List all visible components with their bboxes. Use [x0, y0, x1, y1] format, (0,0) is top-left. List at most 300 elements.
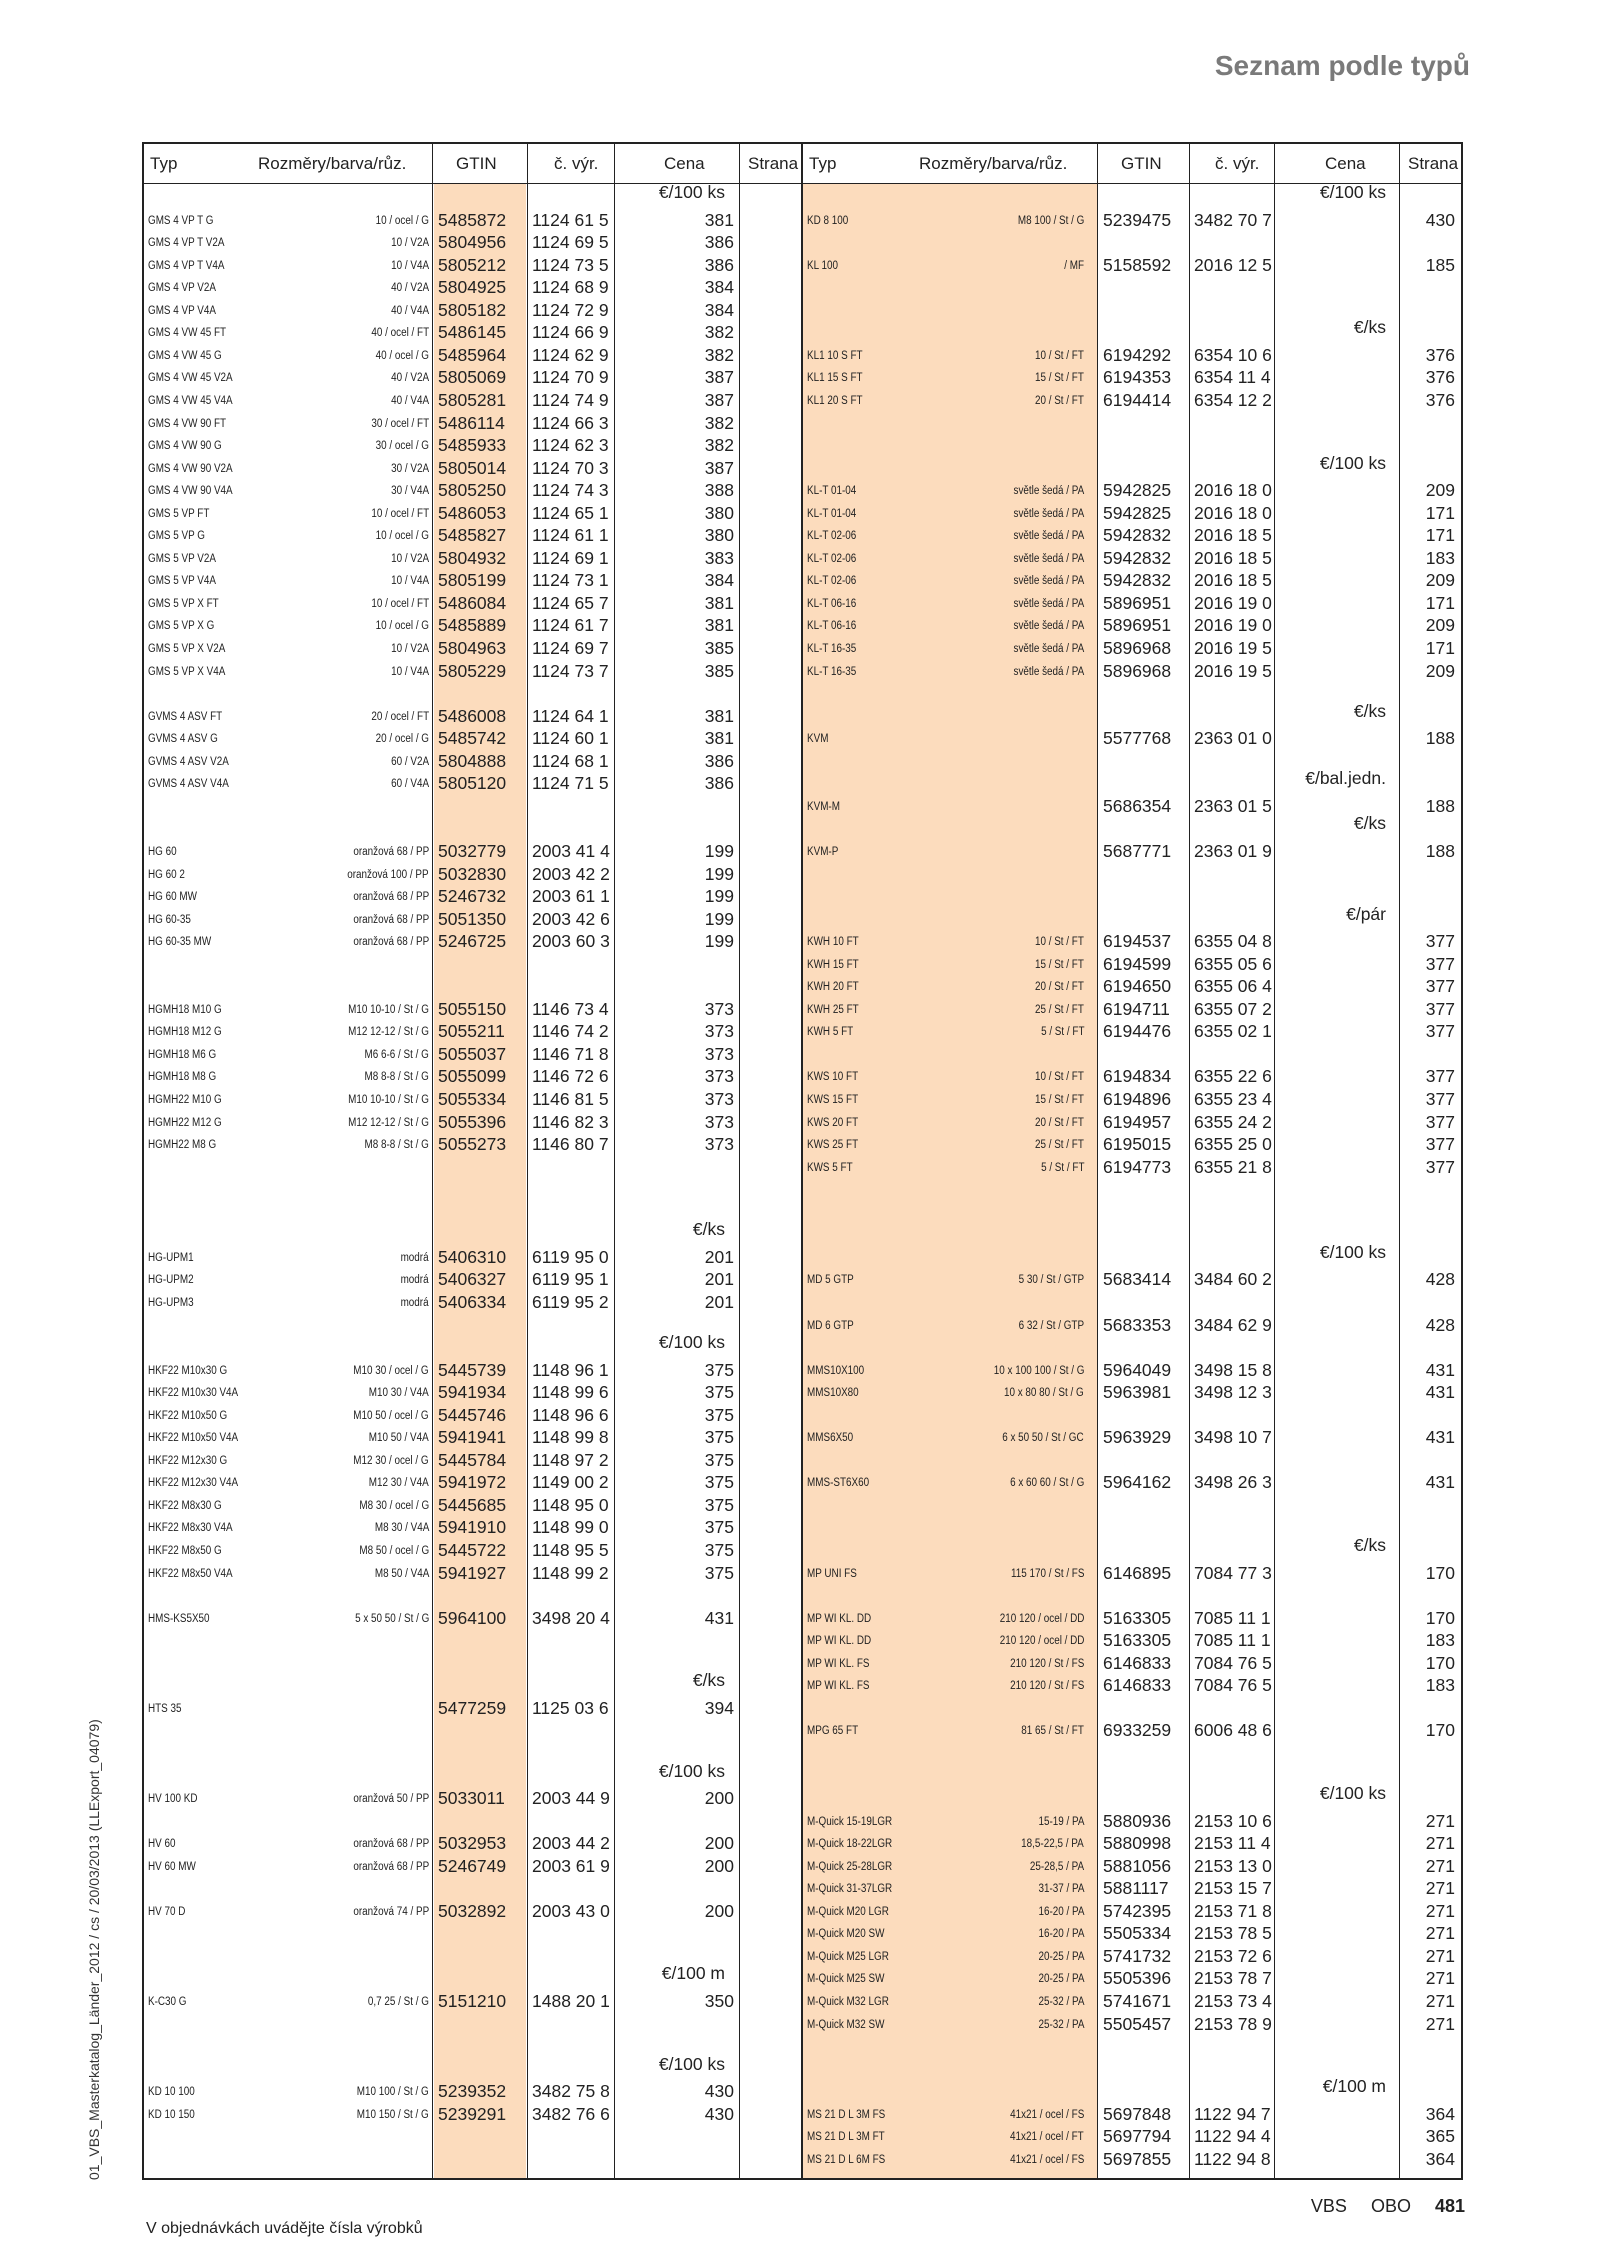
cell-gtin: 5055396	[438, 1111, 507, 1132]
cell-type: GMS 5 VP X V2A	[148, 643, 226, 655]
cell-gtin: 5896951	[1103, 592, 1172, 613]
cell-article-number: 1146 80 7	[532, 1134, 609, 1155]
cell-dimensions: M10 30 / ocel / G	[353, 1364, 429, 1377]
cell-dimensions: 210 120 / St / FS	[1009, 1657, 1084, 1670]
cell-page: 381	[704, 592, 734, 613]
cell-price-unit: €/100 m	[1322, 2076, 1386, 2097]
cell-gtin: 5683414	[1103, 1269, 1172, 1290]
cell-gtin: 5445746	[438, 1404, 507, 1425]
cell-type: MMS10X100	[807, 1364, 865, 1377]
table-row	[803, 569, 1461, 591]
cell-dimensions: 41x21 / ocel / FT	[1010, 2131, 1084, 2144]
cell-type: HG 60	[148, 845, 177, 858]
cell-dimensions: M10 50 / V4A	[369, 1432, 429, 1445]
cell-article-number: 1124 74 9	[532, 389, 609, 410]
table-row	[803, 1855, 1461, 1877]
cell-dimensions: světle šedá / PA	[1013, 552, 1084, 565]
cell-price-unit: €/100 ks	[1319, 1783, 1386, 1804]
cell-type: GMS 4 VW 90 V4A	[148, 485, 233, 498]
cell-article-number: 2003 61 9	[532, 1855, 610, 1876]
cell-dimensions: 20 / St / FT	[1035, 1116, 1084, 1129]
cell-page: 375	[704, 1540, 734, 1560]
cell-gtin: 5805182	[438, 299, 507, 320]
page-title: Seznam podle typů	[1214, 50, 1470, 81]
right-table	[802, 142, 1463, 2180]
table-row	[803, 1783, 1461, 1809]
cell-page: 271	[1425, 1833, 1455, 1854]
cell-gtin: 5151210	[438, 1991, 507, 2011]
cell-page: 431	[1425, 1472, 1455, 1493]
brand-obo: OBO	[1370, 2196, 1411, 2216]
cell-article-number: 1122 94 7	[1194, 2103, 1271, 2124]
header-strana: Strana	[748, 154, 799, 173]
cell-dimensions: 25-28,5 / PA	[1029, 1860, 1084, 1873]
cell-type: HV 60 MW	[148, 1860, 196, 1873]
cell-dimensions: oranžová 74 / PP	[353, 1905, 429, 1918]
cell-gtin: 5941910	[438, 1517, 507, 1538]
cell-type: KWS 5 FT	[807, 1161, 853, 1174]
cell-article-number: 2016 19 0	[1194, 615, 1272, 636]
cell-article-number: 1124 60 1	[532, 728, 609, 749]
cell-price-unit: €/100 ks	[1319, 1241, 1386, 1262]
table-row	[144, 660, 801, 682]
cell-type: M-Quick M25 SW	[807, 1973, 885, 1986]
cell-dimensions: 40 / ocel / FT	[371, 327, 429, 340]
cell-page: 271	[1425, 2013, 1455, 2034]
cell-price-unit: €/100 ks	[658, 2053, 725, 2074]
cell-gtin: 6194476	[1103, 1021, 1172, 1042]
table-row	[803, 479, 1461, 501]
cell-article-number: 6355 02 1	[1194, 1021, 1272, 1042]
cell-type: HMS-KS5X50	[148, 1612, 210, 1625]
cell-gtin: 5246749	[438, 1855, 507, 1876]
cell-page: 271	[1425, 1855, 1455, 1876]
cell-gtin: 5445739	[438, 1359, 507, 1380]
cell-type: HTS 35	[148, 1702, 182, 1715]
cell-gtin: 5163305	[1103, 1607, 1172, 1628]
cell-article-number: 1148 95 0	[532, 1494, 609, 1515]
cell-dimensions: 10 / ocel / FT	[371, 507, 429, 520]
cell-article-number: 3482 76 6	[532, 2103, 610, 2124]
cell-type: HKF22 M8x50 V4A	[148, 1567, 233, 1580]
table-row	[144, 524, 801, 546]
cell-dimensions: M6 6-6 / St / G	[364, 1048, 429, 1061]
cell-type: HG-UPM1	[148, 1251, 194, 1264]
cell-page: 377	[1425, 931, 1455, 952]
cell-page: 375	[704, 1517, 734, 1538]
cell-dimensions: M8 8-8 / St / G	[364, 1139, 429, 1152]
cell-gtin: 5051350	[438, 908, 507, 929]
cell-type: HKF22 M10x50 V4A	[148, 1432, 239, 1445]
cell-type: KD 8 100	[807, 214, 849, 227]
cell-type: KL1 15 S FT	[807, 372, 863, 385]
cell-dimensions: M10 10-10 / St / G	[348, 1003, 429, 1016]
cell-gtin: 5486053	[438, 502, 507, 523]
table-row	[803, 1133, 1461, 1155]
cell-article-number: 6006 48 6	[1194, 1720, 1272, 1741]
table-row	[803, 547, 1461, 569]
cell-page: 271	[1425, 1900, 1455, 1921]
header-dim: Rozměry/barva/růz.	[919, 154, 1068, 173]
cell-type: HGMH18 M6 G	[148, 1048, 217, 1061]
cell-article-number: 1148 96 1	[532, 1359, 609, 1380]
cell-type: HV 100 KD	[148, 1793, 198, 1806]
table-row	[803, 614, 1461, 636]
table-row	[803, 344, 1461, 366]
cell-article-number: 1146 74 2	[532, 1021, 609, 1042]
cell-gtin: 5741671	[1103, 1991, 1172, 2011]
cell-dimensions: 10 / St / FT	[1035, 1071, 1084, 1084]
cell-article-number: 1124 74 3	[532, 480, 609, 501]
cell-dimensions: 6 x 60 60 / St / G	[1009, 1477, 1084, 1490]
cell-type: GMS 5 VP G	[148, 530, 205, 543]
cell-gtin: 5055150	[438, 998, 507, 1019]
cell-dimensions: 10 / ocel / G	[375, 620, 429, 633]
cell-page: 380	[704, 525, 734, 546]
cell-page: 271	[1425, 1810, 1455, 1831]
cell-article-number: 1124 69 5	[532, 232, 609, 253]
cell-type: GVMS 4 ASV V2A	[148, 755, 229, 768]
cell-article-number: 1124 70 3	[532, 457, 609, 478]
cell-type: MP WI KL. DD	[807, 1612, 872, 1625]
left-table	[142, 142, 802, 2180]
cell-type: HG 60 2	[148, 868, 185, 881]
cell-page: 373	[704, 998, 734, 1019]
table-row	[144, 840, 801, 862]
cell-article-number: 2003 60 3	[532, 931, 610, 952]
table-row	[803, 1629, 1461, 1651]
cell-dimensions: 30 / ocel / G	[375, 440, 429, 453]
cell-gtin: 5486114	[438, 412, 505, 433]
table-row	[144, 1516, 801, 1538]
cell-page: 386	[704, 232, 734, 253]
cell-dimensions: 10 / V2A	[391, 552, 429, 565]
footer-brand	[1311, 2196, 1465, 2217]
cell-article-number: 2016 12 5	[1194, 254, 1272, 275]
table-row	[144, 1990, 801, 2012]
cell-type: GMS 4 VP V4A	[148, 304, 216, 317]
cell-page: 199	[704, 863, 734, 884]
table-row	[144, 750, 801, 772]
cell-type: MS 21 D L 6M FS	[807, 2153, 886, 2166]
cell-article-number: 1124 70 9	[532, 367, 609, 388]
cell-dimensions: světle šedá / PA	[1013, 597, 1084, 610]
cell-article-number: 2003 42 6	[532, 908, 610, 929]
table-row	[803, 768, 1461, 794]
cell-type: M-Quick M20 SW	[807, 1928, 885, 1941]
cell-dimensions: 10 / ocel / G	[375, 530, 429, 543]
table-row	[144, 254, 801, 276]
cell-page: 375	[704, 1494, 734, 1515]
cell-article-number: 1124 73 7	[532, 660, 609, 681]
cell-type: GMS 5 VP V2A	[148, 552, 216, 565]
cell-dimensions: 25 / St / FT	[1035, 1139, 1084, 1152]
cell-dimensions: 20 / St / FT	[1035, 394, 1084, 407]
footer-note: V objednávkách uvádějte čísla výrobků	[146, 2220, 423, 2237]
cell-page: 188	[1425, 728, 1455, 749]
cell-article-number: 1124 64 1	[532, 705, 609, 726]
cell-page: 377	[1425, 1111, 1455, 1132]
cell-dimensions: M10 10-10 / St / G	[348, 1094, 429, 1106]
cell-gtin: 5055273	[438, 1134, 507, 1155]
cell-gtin: 5804925	[438, 277, 507, 298]
cell-gtin: 5577768	[1103, 728, 1172, 749]
cell-gtin: 5881117	[1103, 1878, 1169, 1899]
table-row	[803, 727, 1461, 749]
cell-page: 377	[1425, 1066, 1455, 1087]
cell-type: KVM-P	[807, 845, 839, 858]
cell-page: 373	[704, 1089, 734, 1109]
cell-page: 431	[1425, 1427, 1455, 1448]
cell-dimensions: světle šedá / PA	[1013, 485, 1084, 498]
cell-type: KL-T 06-16	[807, 620, 857, 633]
cell-page: 171	[1425, 638, 1455, 658]
table-row	[803, 840, 1461, 862]
cell-type: HKF22 M12x30 G	[148, 1454, 228, 1467]
cell-price-unit: €/100 ks	[658, 182, 725, 202]
cell-article-number: 2153 11 4	[1194, 1833, 1271, 1854]
cell-page: 385	[704, 638, 734, 658]
cell-type: MPG 65 FT	[807, 1725, 859, 1738]
cell-type: GMS 4 VW 90 FT	[148, 417, 227, 430]
table-row	[803, 1810, 1461, 1832]
table-row	[144, 908, 801, 930]
cell-type: KWH 5 FT	[807, 1026, 854, 1039]
table-row	[803, 1652, 1461, 1674]
cell-gtin: 5485872	[438, 209, 507, 230]
cell-gtin: 5406327	[438, 1269, 507, 1290]
cell-type: HG 60 MW	[148, 891, 197, 904]
cell-gtin: 5158592	[1103, 254, 1172, 275]
table-row	[144, 592, 801, 614]
cell-dimensions: 20 / St / FT	[1035, 981, 1084, 994]
table-row	[144, 1539, 801, 1561]
table-row	[144, 1607, 801, 1629]
cell-page: 430	[704, 2081, 734, 2102]
table-row	[144, 321, 801, 343]
cell-article-number: 1122 94 4	[1194, 2126, 1271, 2147]
cell-article-number: 2153 15 7	[1194, 1878, 1272, 1899]
cell-article-number: 1124 65 7	[532, 592, 609, 613]
table-row	[803, 1314, 1461, 1336]
cell-page: 201	[704, 1246, 734, 1267]
cell-type: M-Quick 25-28LGR	[807, 1860, 893, 1873]
cell-article-number: 6355 22 6	[1194, 1066, 1272, 1087]
cell-dimensions: 10 / ocel / FT	[371, 597, 429, 610]
cell-article-number: 3484 60 2	[1194, 1269, 1272, 1290]
cell-type: KL-T 16-35	[807, 643, 857, 655]
cell-page: 431	[704, 1607, 734, 1628]
cell-dimensions: 210 120 / St / FS	[1009, 1680, 1084, 1693]
cell-article-number: 1124 68 1	[532, 750, 609, 771]
table-row	[144, 1670, 801, 1696]
table-row	[144, 1562, 801, 1584]
cell-page: 171	[1425, 592, 1455, 613]
cell-page: 201	[704, 1269, 734, 1290]
cell-gtin: 5445722	[438, 1540, 507, 1560]
cell-dimensions: 115 170 / St / FS	[1010, 1567, 1084, 1580]
cell-page: 201	[704, 1291, 734, 1312]
cell-page: 209	[1425, 570, 1455, 591]
cell-dimensions: 25-32 / PA	[1037, 2018, 1084, 2031]
cell-type: GVMS 4 ASV V4A	[148, 778, 229, 791]
cell-dimensions: světle šedá / PA	[1013, 575, 1084, 588]
cell-type: HG 60-35 MW	[148, 936, 212, 949]
cell-price-unit: €/ks	[692, 1219, 725, 1240]
cell-gtin: 6194353	[1103, 367, 1172, 388]
table-row	[803, 2013, 1461, 2035]
table-row	[144, 863, 801, 885]
table-row	[144, 479, 801, 501]
table-row	[803, 2125, 1461, 2147]
cell-price-unit: €/100 m	[661, 1963, 725, 1984]
cell-dimensions: 16-20 / PA	[1037, 1928, 1084, 1941]
cell-dimensions: 210 120 / ocel / DD	[999, 1612, 1084, 1625]
table-row	[803, 1967, 1461, 1989]
cell-gtin: 6194773	[1103, 1156, 1172, 1177]
cell-gtin: 5942832	[1103, 525, 1172, 546]
cell-dimensions: 0,7 25 / St / G	[367, 1996, 429, 2008]
cell-gtin: 5032830	[438, 863, 507, 884]
cell-dimensions: oranžová 68 / PP	[353, 845, 429, 858]
cell-page: 377	[1425, 1156, 1455, 1177]
cell-price-unit: €/pár	[1346, 903, 1386, 924]
table-row	[144, 1900, 801, 1922]
cell-type: HGMH18 M12 G	[148, 1026, 222, 1039]
cell-dimensions: 5 30 / St / GTP	[1018, 1274, 1084, 1287]
cell-type: GMS 4 VW 90 V2A	[148, 462, 233, 475]
cell-page: 376	[1425, 389, 1455, 410]
cell-dimensions: oranžová 68 / PP	[353, 913, 429, 926]
cell-type: M-Quick M32 LGR	[807, 1996, 889, 2008]
cell-page: 375	[704, 1404, 734, 1425]
table-row	[803, 1065, 1461, 1087]
cell-dimensions: 30 / ocel / FT	[371, 417, 429, 430]
cell-gtin: 5963929	[1103, 1427, 1172, 1448]
cell-gtin: 5163305	[1103, 1630, 1172, 1651]
cell-type: HGMH18 M8 G	[148, 1071, 217, 1084]
cell-dimensions: 6 32 / St / GTP	[1018, 1319, 1084, 1332]
table-row	[803, 1719, 1461, 1741]
cell-type: HGMH22 M12 G	[148, 1116, 222, 1129]
cell-article-number: 2003 43 0	[532, 1900, 610, 1921]
cell-page: 375	[704, 1382, 734, 1403]
cell-dimensions: světle šedá / PA	[1013, 665, 1084, 678]
cell-type: KWH 25 FT	[807, 1003, 859, 1016]
cell-article-number: 1148 99 0	[532, 1517, 609, 1538]
table-row	[144, 930, 801, 952]
cell-gtin: 5486084	[438, 592, 507, 613]
cell-type: KWS 25 FT	[807, 1139, 859, 1152]
cell-gtin: 5942825	[1103, 502, 1172, 523]
table-row	[803, 903, 1461, 930]
cell-page: 199	[704, 931, 734, 952]
cell-type: MP WI KL. FS	[807, 1680, 870, 1693]
cell-page: 373	[704, 1043, 734, 1064]
table-row	[144, 457, 801, 479]
cell-article-number: 6355 07 2	[1194, 998, 1272, 1019]
cell-gtin: 5505457	[1103, 2013, 1172, 2034]
cell-page: 382	[704, 412, 734, 433]
cell-gtin: 5505334	[1103, 1923, 1172, 1944]
cell-gtin: 6194599	[1103, 953, 1172, 974]
table-row	[144, 389, 801, 411]
cell-article-number: 6355 24 2	[1194, 1111, 1272, 1132]
cell-gtin: 6146833	[1103, 1675, 1172, 1696]
cell-type: KVM-M	[807, 800, 840, 813]
cell-dimensions: / MF	[1064, 259, 1084, 272]
cell-article-number: 1124 72 9	[532, 299, 609, 320]
cell-gtin: 6194537	[1103, 931, 1172, 952]
cell-dimensions: oranžová 68 / PP	[353, 1860, 429, 1873]
cell-gtin: 5055334	[438, 1089, 507, 1109]
table-row	[144, 1088, 801, 1110]
cell-dimensions: 40 / V4A	[391, 394, 429, 407]
cell-type: M-Quick M20 LGR	[807, 1905, 889, 1918]
table-row	[144, 366, 801, 388]
cell-article-number: 6354 11 4	[1194, 367, 1271, 388]
cell-type: HGMH18 M10 G	[148, 1003, 222, 1016]
cell-article-number: 7085 11 1	[1194, 1630, 1271, 1651]
table-row	[144, 1404, 801, 1426]
cell-gtin: 5055099	[438, 1066, 507, 1087]
cell-type: GVMS 4 ASV FT	[148, 710, 223, 723]
cell-dimensions: 10 x 80 80 / St / G	[1004, 1387, 1084, 1400]
cell-type: HV 60	[148, 1838, 176, 1851]
cell-article-number: 6355 21 8	[1194, 1156, 1272, 1177]
cell-dimensions: M10 50 / ocel / G	[353, 1409, 429, 1422]
cell-gtin: 5445685	[438, 1494, 507, 1515]
cell-page: 376	[1425, 367, 1455, 388]
table-row	[803, 254, 1461, 276]
cell-article-number: 2003 44 2	[532, 1833, 610, 1854]
cell-dimensions: 10 / V2A	[391, 643, 429, 655]
cell-page: 375	[704, 1449, 734, 1470]
table-row	[144, 2053, 801, 2080]
cell-type: GMS 4 VP T V2A	[148, 237, 225, 250]
table-row	[144, 1020, 801, 1042]
header-strana: Strana	[1408, 154, 1459, 173]
cell-gtin: 5805014	[438, 457, 507, 478]
cell-page: 387	[704, 389, 734, 410]
cell-gtin: 5055211	[438, 1021, 505, 1042]
cell-dimensions: 41x21 / ocel / FS	[1009, 2108, 1084, 2121]
cell-dimensions: 20-25 / PA	[1037, 1973, 1084, 1986]
cell-page: 385	[704, 660, 734, 681]
table-row	[803, 209, 1461, 231]
cell-article-number: 2016 18 0	[1194, 502, 1272, 523]
cell-page: 188	[1425, 795, 1455, 816]
cell-dimensions: 210 120 / ocel / DD	[999, 1635, 1084, 1648]
cell-gtin: 5942832	[1103, 547, 1172, 568]
cell-article-number: 3498 26 3	[1194, 1472, 1272, 1493]
cell-type: KWS 20 FT	[807, 1116, 859, 1129]
cell-page: 373	[704, 1021, 734, 1042]
cell-type: KL-T 01-04	[807, 507, 857, 520]
table-row	[803, 1268, 1461, 1290]
cell-gtin: 6194414	[1103, 389, 1172, 410]
cell-page: 386	[704, 773, 734, 794]
cell-article-number: 2153 71 8	[1194, 1900, 1272, 1921]
cell-gtin: 5033011	[438, 1788, 505, 1809]
cell-page: 209	[1425, 480, 1455, 501]
cell-article-number: 1148 99 6	[532, 1382, 609, 1403]
cell-dimensions: 40 / ocel / G	[375, 349, 429, 362]
brand-vbs: VBS	[1310, 2196, 1347, 2216]
cell-type: MD 5 GTP	[807, 1274, 854, 1287]
cell-type: KWS 10 FT	[807, 1071, 859, 1084]
cell-type: GMS 5 VP FT	[148, 507, 210, 520]
